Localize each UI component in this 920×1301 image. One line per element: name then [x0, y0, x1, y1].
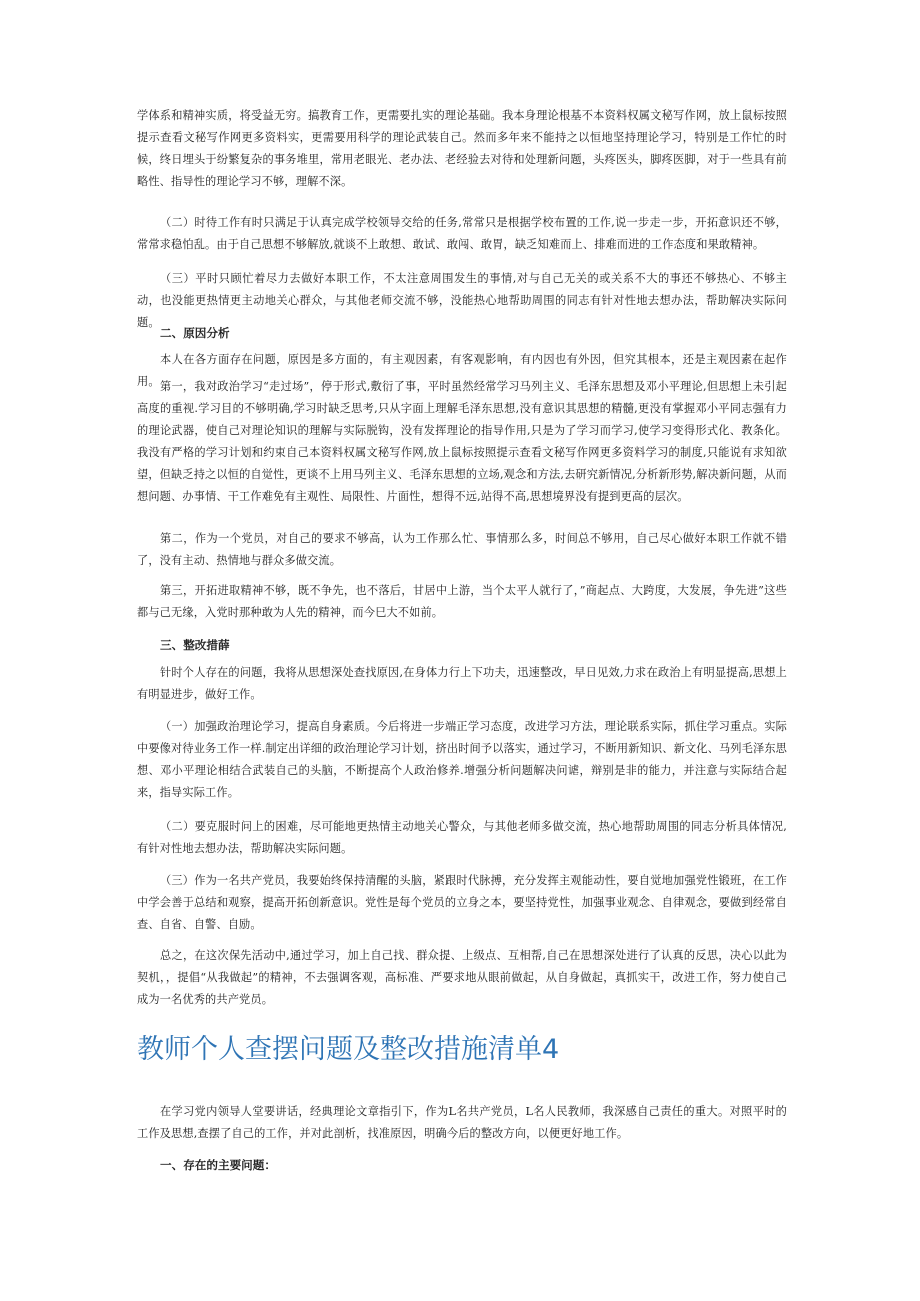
- paragraph-rectification-third: （三）作为一名共产党员，我要始终保持清醒的头脑，紧跟时代脉搏，充分发挥主观能动性，要自觉地加强党性锻班，在工作中学会善于总结和观察，提高开拓创新意识。党性是每个党员的立身之本，要坚持党性，加强事业观念、自律观念，要做到经常自查、自省、自警、自励。: [137, 874, 787, 931]
- paragraph-cause-first: 第一，我对政治学习“走过场”，停于形式,敷衍了事，平时虽然经常学习马列主义、毛泽东思想及邓小平理论,但思想上未引起高度的重视.学习目的不够明确,学习时缺乏思考,只从字面上理解毛泽东思想,没有意识其思想的精髓,更没有掌握邓小平同志强有力的理论武器，使自己对理论知识的理解与实际脱钩，没有发挥理论的指导作用,只是为了学习而学习,使学习变得形式化、教条化。我没有严格的学习计划和约束自己本资料权属文秘写作网,放上鼠标按照提示查看文秘写作网更多资料学习的制度,只能说有求知欲望，但缺乏持之以恒的自觉性，更谈不上用马列主义、毛泽东思想的立场,观念和方法,去研究新情况,分析新形势,解决新问题，从而想问题、办事情、干工作难免有主观性、局限性、片面性，想得不远,站得不高,思想境界没有提到更高的层次。: [137, 380, 787, 503]
- paragraph-rectification-second: （二）要克服时问上的困难，尽可能地更热情主动地关心警众，与其他老师多做交流，热心地帮助周围的同志分析具体情况,有针对性地去想办法，帮助解决实际问题。: [137, 820, 787, 855]
- paragraph-rectification-first: （一）加强政治理论学习，提高自身素质。今后将进一步端正学习态度，改进学习方法，理论联系实际，抓住学习重点。实际中要像对待业务工作一样.制定出详细的政治理论学习计划，挤出时间予以落实，通过学习，不断用新知识、新文化、马列毛泽东思想、邓小平理论相结合武装自己的头脑，不断提高个人政治修养.增强分析问题解决问谑，辩别是非的能力，并注意与实际结合起来，指导实际工作。: [137, 720, 787, 799]
- paragraph-introduction: 在学习党内领导人堂要讲话，经典理论文章指引下，作为L名共产党员，L名人民教师，我深感自己责任的重大。对照平时的工作及思想,查摆了自己的工作，并对此剖析，找准原因，明确今后的整改方向，以便更好地工作。: [137, 1105, 787, 1140]
- paragraph-work-attitude: （二）时待工作有时只满足于认真完成学校领导交给的任务,常常只是根据学校布置的工作,说一步走一步，开拓意识还不够，常常求稳怕乱。由于自己思想不够解放,就谈不上敢想、敢试、敢闯、敢胃，缺乏知难而上、排难而进的工作态度和果敢精神。: [137, 216, 787, 251]
- section-heading-rectification: 三、整改措薛: [160, 638, 230, 652]
- paragraph-cause-third: 第三，开拓进取精神不够，既不争先，也不落后，甘居中上游，当个太平人就行了，”商起点、大跨度，大发展，争先进”这些都与己无缘，入党时那种敢为人先的精神，而今巳大不如前。: [137, 584, 787, 619]
- document-title: 教师个人查摆问题及整改措施清单4: [137, 1034, 560, 1065]
- paragraph-cause-second: 第二，作为一个党员，对自己的要求不够高，认为工作那么忙、事情那么多，时间总不够用，自己尽心做好本职工作就不错了，没有主动、热情地与群众多做交流。: [137, 532, 787, 567]
- paragraph-conclusion: 总之，在这次保先活动中,通过学习，加上自己找、群众提、上级点、互相帮,自己在思想深处进行了认真的反思，决心以此为契机，，提倡“从我做起”的精神，不去强调客观，高标准、严要求地从眼前做起，从自身做起，真抓实干，改进工作，努力使自己成为一名优秀的共产党员。: [137, 949, 787, 1006]
- paragraph-care-for-masses: （三）平时只顾忙着尽力去做好本职工作，不太注意周围发生的事情,对与自己无关的或关系不大的事还不够热心、不够主动，也没能更热情更主动地关心群众，与其他老师交流不够，没能热心地帮助周围的同志有针对性地去想办法，帮助解决实际问题。: [137, 272, 787, 329]
- section-heading-main-problems: 一、存在的主要问题：: [160, 1158, 276, 1172]
- paragraph-theory-study: 学体系和精神实质，将受益无穷。搞教育工作，更需要扎实的理论基础。我本身理论根基不本资料权属文秘写作网，放上鼠标按照提示查看文秘写作网更多资料实，更需要用科学的理论武装自己。然而多年来不能持之以恒地坚持理论学习，特别是工作忙的时候，终日埋头于纷繁复杂的事务堆里，常用老眼光、老办法、老经验去对待和处理新问题，头疼医头，脚疼医脚，对于一些具有前略性、指导性的理论学习不够，理解不深。: [137, 109, 787, 188]
- section-heading-cause-analysis: 二、原因分析: [160, 326, 230, 340]
- paragraph-cause-overview: 本人在各方面存在问题，原因是多方面的，有主观因素，有客观影响，有内因也有外因，但究其根本，还是主观因素在起作用。: [137, 353, 787, 388]
- paragraph-rectification-intro: 针时个人存在的问题，我将从思想深处查找原因,在身体力行上下功夫，迅速整改，早日见效,力求在政治上有明显提高,思想上有明显进步，做好工作。: [137, 666, 787, 701]
